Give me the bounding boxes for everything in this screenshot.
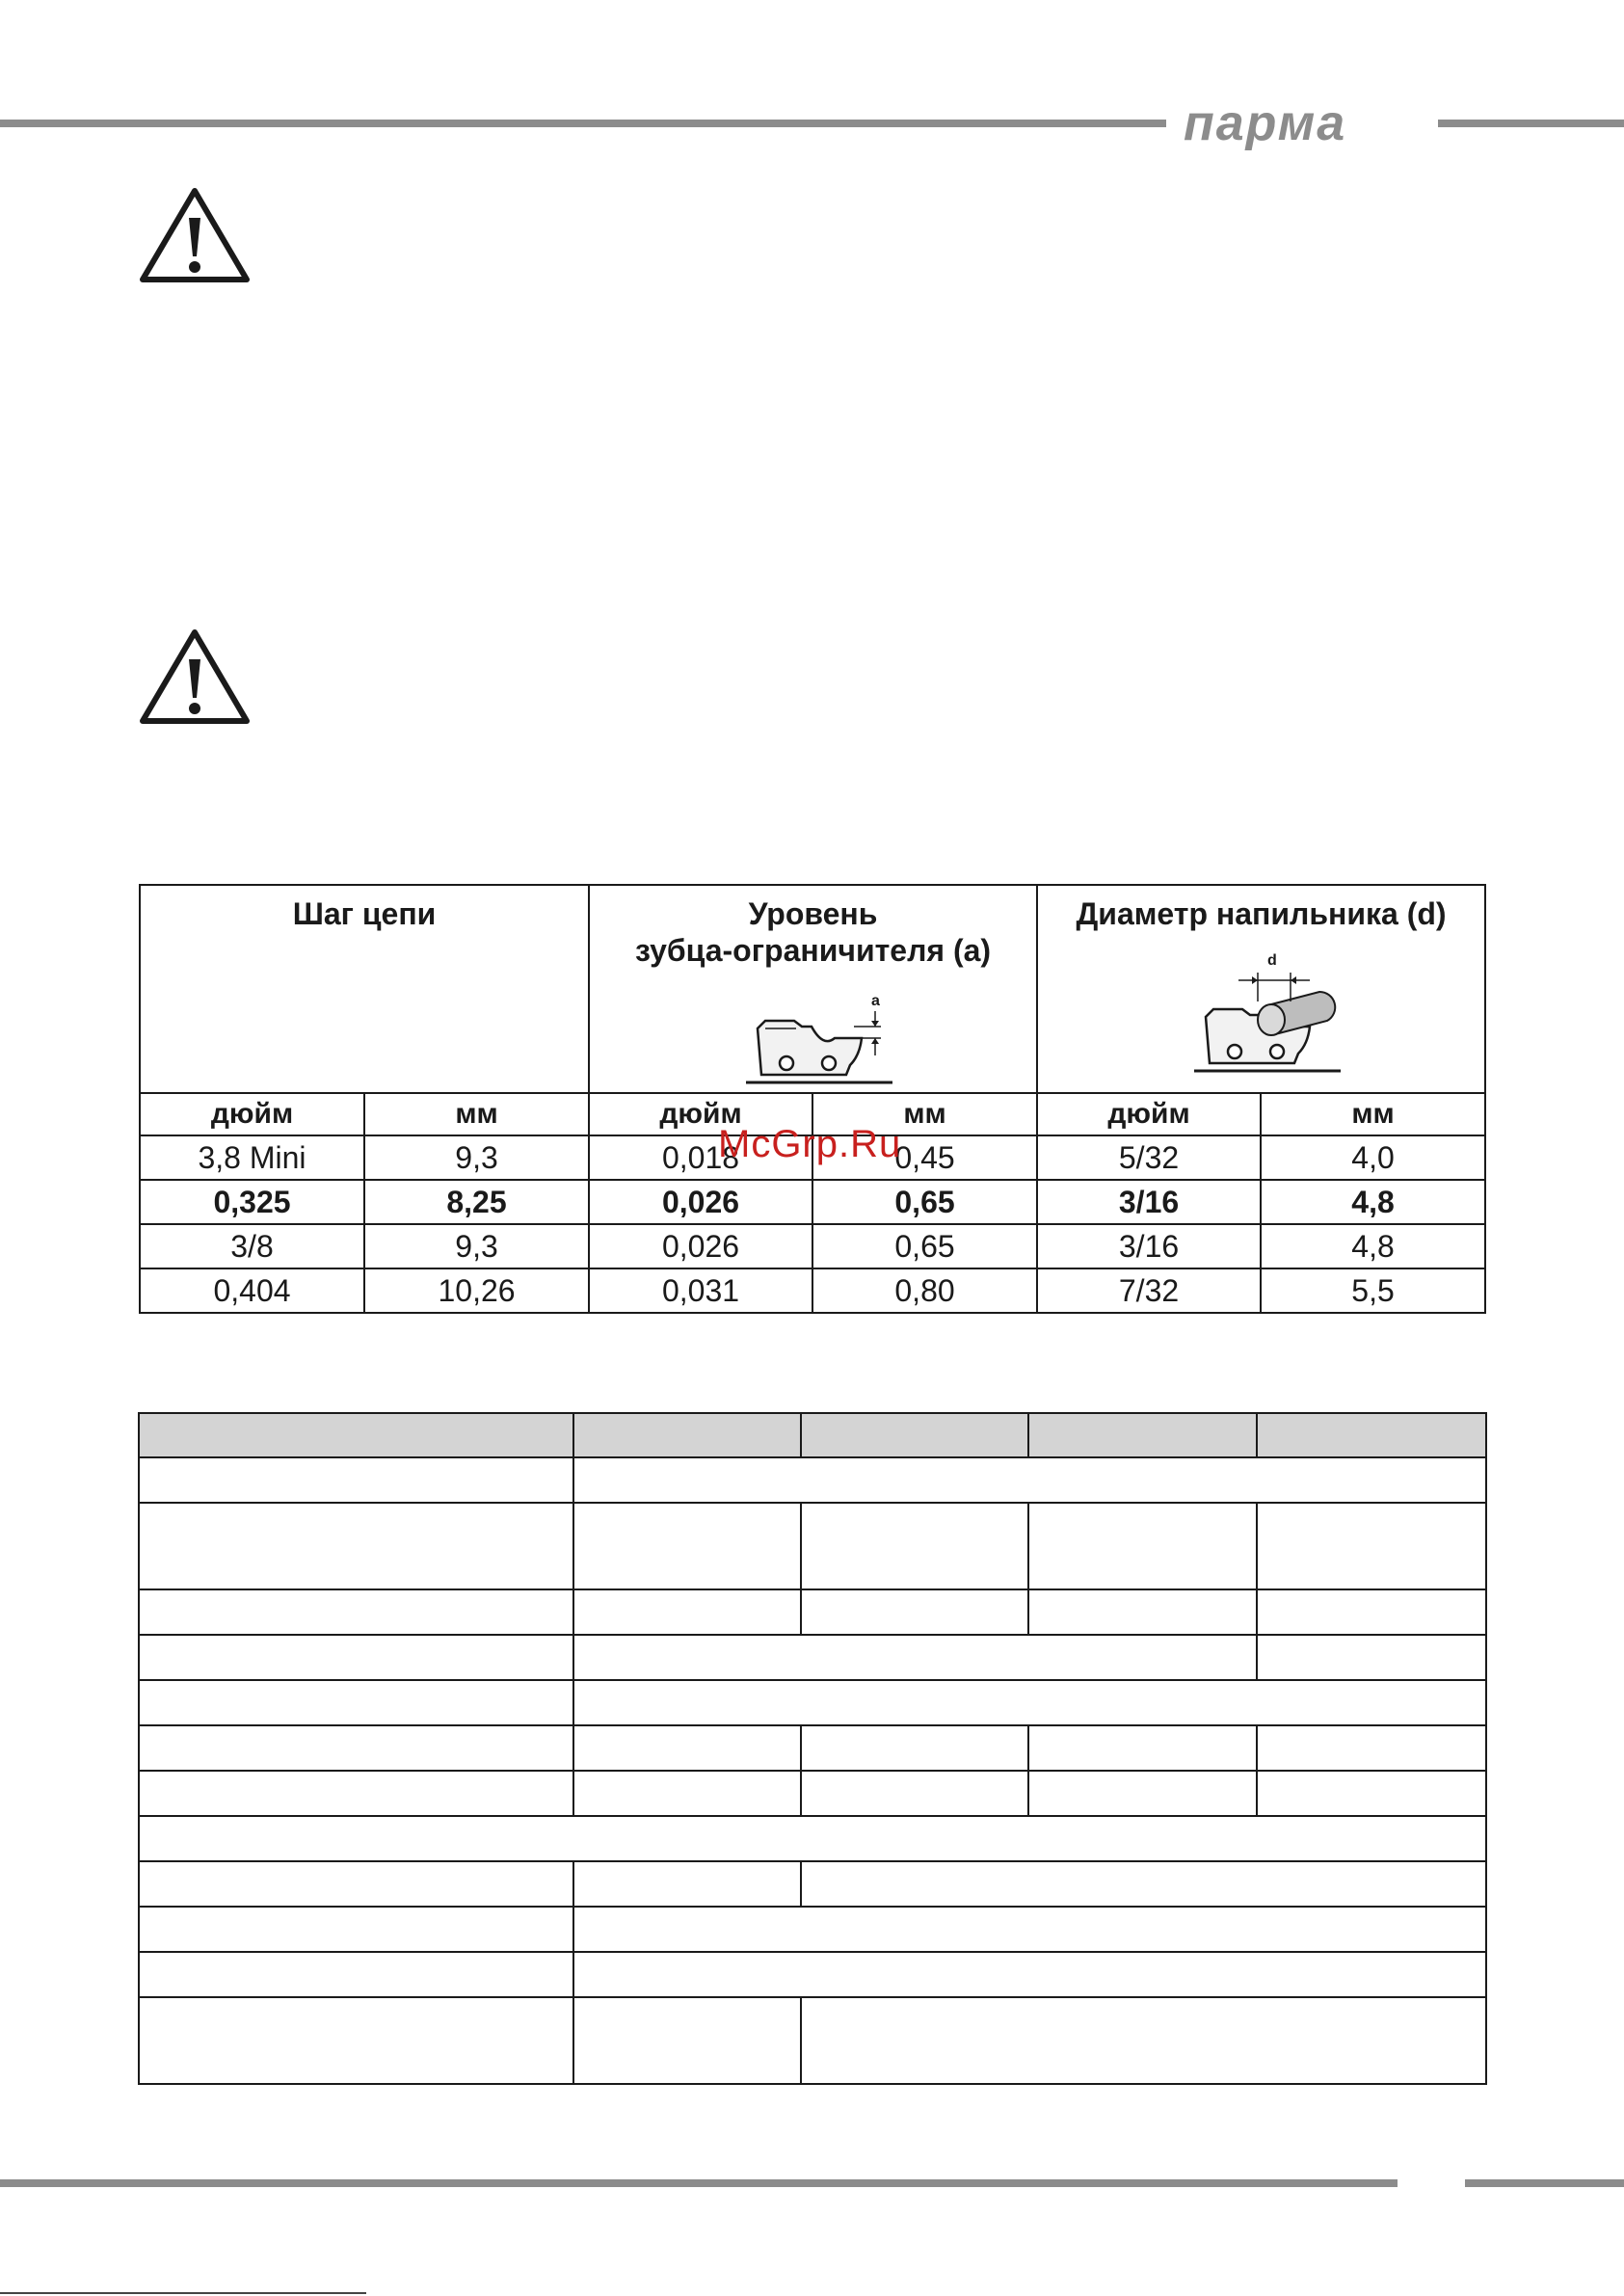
table-cell (1257, 1725, 1486, 1771)
table-cell: 0,65 (812, 1180, 1037, 1224)
table-cell: 5/32 (1037, 1135, 1261, 1180)
unit-header: дюйм (1037, 1093, 1261, 1135)
table-cell (139, 1680, 573, 1725)
table-cell (801, 1725, 1028, 1771)
table-cell: 0,325 (140, 1180, 364, 1224)
table-cell (801, 1997, 1486, 2084)
specification-table (138, 1412, 1487, 2085)
table-cell (1257, 1635, 1486, 1680)
table-cell (573, 1635, 1257, 1680)
table-cell: 4,8 (1261, 1224, 1485, 1268)
table-cell: 4,8 (1261, 1180, 1485, 1224)
table-cell (139, 1952, 573, 1997)
table-row (139, 1997, 1486, 2084)
unit-header: дюйм (140, 1093, 364, 1135)
table-cell (573, 1680, 1486, 1725)
unit-header: мм (364, 1093, 589, 1135)
table-cell: 4,0 (1261, 1135, 1485, 1180)
table-row (139, 1589, 1486, 1635)
table-cell (573, 1907, 1486, 1952)
table-cell: 7/32 (1037, 1268, 1261, 1313)
table-cell: 0,026 (589, 1224, 812, 1268)
table-cell: 10,26 (364, 1268, 589, 1313)
table-cell: 0,65 (812, 1224, 1037, 1268)
table-cell (801, 1413, 1028, 1457)
table-cell (573, 1725, 801, 1771)
unit-header: дюйм (589, 1093, 812, 1135)
table-row (139, 1725, 1486, 1771)
table-cell: 0,45 (812, 1135, 1037, 1180)
table-cell (573, 1861, 801, 1907)
table-row (139, 1907, 1486, 1952)
table-row (139, 1457, 1486, 1503)
table-cell (573, 1503, 801, 1589)
file-diameter-header: Диаметр напильника (d) d (1037, 885, 1485, 1093)
table-cell (801, 1861, 1486, 1907)
table-cell (573, 1952, 1486, 1997)
table-row (139, 1680, 1486, 1725)
table-cell: 5,5 (1261, 1268, 1485, 1313)
pitch-header: Шаг цепи (140, 885, 589, 1093)
table-row (140, 1268, 1485, 1313)
unit-header: мм (812, 1093, 1037, 1135)
table-row (140, 1180, 1485, 1224)
table-cell: 0,018 (589, 1135, 812, 1180)
table-cell: 0,031 (589, 1268, 812, 1313)
table-cell: 3/16 (1037, 1180, 1261, 1224)
table-cell (1257, 1771, 1486, 1816)
table-cell (139, 1503, 573, 1589)
chain-sharpening-table (139, 884, 1486, 1314)
table-cell (139, 1413, 573, 1457)
table-cell: 0,80 (812, 1268, 1037, 1313)
table-cell (573, 1997, 801, 2084)
table-cell (139, 1725, 573, 1771)
table-cell (573, 1413, 801, 1457)
table-cell (139, 1771, 573, 1816)
table-cell (1028, 1771, 1257, 1816)
table-cell (573, 1771, 801, 1816)
table-cell: 3,8 Mini (140, 1135, 364, 1180)
table-cell (573, 1589, 801, 1635)
table-cell (139, 1589, 573, 1635)
watermark: McGrp.Ru (718, 1123, 902, 1165)
table-cell: 9,3 (364, 1224, 589, 1268)
depth-gauge-header: Уровень зубца-ограничителя (a) a (589, 885, 1037, 1093)
table-cell: 0,404 (140, 1268, 364, 1313)
diagram-label-a: a (870, 993, 880, 1009)
table-cell (1257, 1589, 1486, 1635)
header-rule-right (1438, 120, 1624, 127)
table-cell: 0,026 (589, 1180, 812, 1224)
header-rule-left (0, 120, 1166, 127)
table-cell (139, 1997, 573, 2084)
brand-logo: парма (1184, 95, 1347, 151)
warning-icon (137, 185, 253, 285)
depth-gauge-diagram (727, 974, 900, 1088)
table-cell (801, 1771, 1028, 1816)
table-cell (1257, 1413, 1486, 1457)
table-row (140, 1135, 1485, 1180)
table-row (139, 1503, 1486, 1589)
table-row (139, 1771, 1486, 1816)
table-cell (801, 1503, 1028, 1589)
unit-header: мм (1261, 1093, 1485, 1135)
table-cell (139, 1816, 1486, 1861)
table-cell (139, 1635, 573, 1680)
table-cell (139, 1907, 573, 1952)
table-row (139, 1635, 1486, 1680)
table-cell (573, 1457, 1486, 1503)
footer-rule-right (1465, 2179, 1624, 2187)
footer-rule-left (0, 2179, 1398, 2187)
table-cell (139, 1457, 573, 1503)
table-cell: 3/16 (1037, 1224, 1261, 1268)
diagram-label-d: d (1266, 952, 1277, 969)
table-cell (1028, 1725, 1257, 1771)
table-cell (1028, 1413, 1257, 1457)
table-cell (1028, 1503, 1257, 1589)
table-row (140, 1224, 1485, 1268)
table-cell (1028, 1589, 1257, 1635)
warning-icon (137, 627, 253, 727)
table-row (139, 1952, 1486, 1997)
table-cell: 9,3 (364, 1135, 589, 1180)
file-diameter-diagram (1175, 942, 1348, 1077)
footer-divider (0, 2292, 366, 2294)
table-cell: 3/8 (140, 1224, 364, 1268)
table-cell (1257, 1503, 1486, 1589)
table-cell: 8,25 (364, 1180, 589, 1224)
table-header-row (139, 1413, 1486, 1457)
table-row (139, 1861, 1486, 1907)
table-cell (139, 1861, 573, 1907)
table-row (139, 1816, 1486, 1861)
table-cell (801, 1589, 1028, 1635)
